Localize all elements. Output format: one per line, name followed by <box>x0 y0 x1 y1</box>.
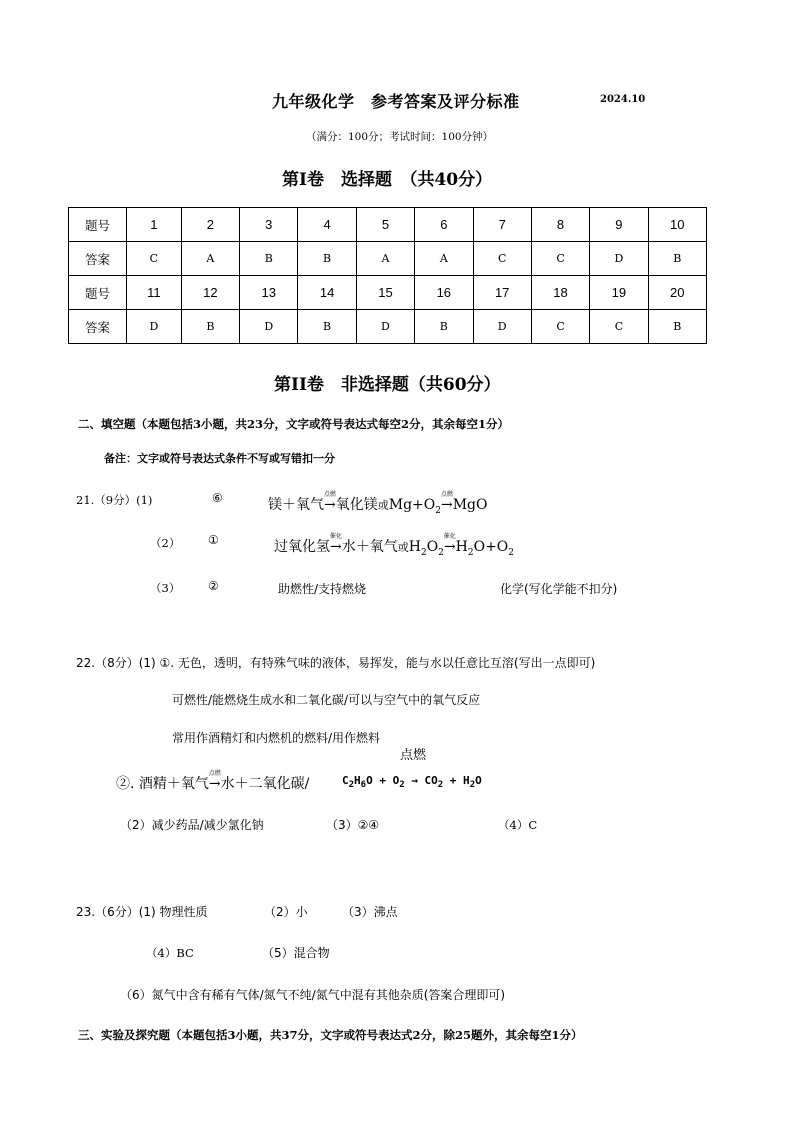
table-cell: B <box>298 242 356 276</box>
table-cell: A <box>415 242 473 276</box>
table-cell: 18 <box>531 276 589 310</box>
q22-equation-symbol: $C_2H_6O + O_2 \to CO_2 + H_2O$ <box>342 774 482 791</box>
q21-label: 21.（9分）(1) <box>76 493 153 507</box>
table-cell: 4 <box>298 208 356 242</box>
table-cell: B <box>415 310 473 344</box>
q23-line-1: 23.（6分）(1) 物理性质 <box>76 905 208 919</box>
q22-answer-3: （3）②④ <box>326 818 380 832</box>
q22-line-3: 常用作酒精灯和内燃机的燃料/用作燃料 <box>172 731 381 745</box>
table-cell: 16 <box>415 276 473 310</box>
table-cell: 19 <box>590 276 648 310</box>
table-cell: C <box>473 242 531 276</box>
q22-answer-2: （2）减少药品/减少氯化钠 <box>120 818 264 832</box>
table-cell: D <box>356 310 414 344</box>
table-cell: C <box>127 242 182 276</box>
table-cell: D <box>127 310 182 344</box>
answer-table <box>68 207 707 344</box>
table-cell: 11 <box>127 276 182 310</box>
row-header: 题号 <box>69 276 127 310</box>
q21-answer-3: ② <box>208 579 219 593</box>
table-cell: 2 <box>181 208 239 242</box>
q21-answer-1: ⑥ <box>212 491 223 505</box>
q23-answer-4: （4）BC <box>146 946 194 960</box>
table-cell: 9 <box>590 208 648 242</box>
row-header: 答案 <box>69 310 127 344</box>
q23-answer-6: （6）氮气中含有稀有气体/氮气不纯/氮气中混有其他杂质(答案合理即可) <box>120 988 506 1002</box>
table-cell: D <box>473 310 531 344</box>
table-row <box>69 276 707 310</box>
q21-label-2: （2） <box>150 536 181 550</box>
q21-change: 化学(写化学能不扣分) <box>500 582 618 596</box>
q22-ignite-label: 点燃 <box>400 748 427 763</box>
q22-line-1: 22.（8分）(1) ①. 无色，透明，有特殊气味的液体，易挥发，能与水以任意比互溶(写出一点即可) <box>76 656 596 670</box>
section-1-title: 第Ⅰ卷 选择题 （共40分） <box>282 170 493 190</box>
q22-equation-word: ②. 酒精＋氧气→ 点燃 水＋二氧化碳/ <box>116 770 310 792</box>
table-cell: 3 <box>240 208 298 242</box>
row-header: 题号 <box>69 208 127 242</box>
table-cell: B <box>181 310 239 344</box>
part-2-title: 二、填空题（本题包括3小题，共23分，文字或符号表达式每空2分，其余每空1分） <box>78 417 510 431</box>
table-cell: 14 <box>298 276 356 310</box>
table-row <box>69 208 707 242</box>
part-3-title: 三、实验及探究题（本题包括3小题，共37分，文字或符号表达式2分，除25题外，其余每空1分） <box>78 1028 583 1042</box>
q21-answer-2: ① <box>208 533 219 547</box>
table-cell: C <box>531 242 589 276</box>
q22-answer-4: （4）C <box>498 818 538 832</box>
table-cell: 13 <box>240 276 298 310</box>
table-cell: C <box>590 310 648 344</box>
table-cell: 17 <box>473 276 531 310</box>
exam-meta: （满分：100分；考试时间：100分钟） <box>306 131 494 143</box>
q23-answer-5: （5）混合物 <box>262 946 330 960</box>
table-row <box>69 242 707 276</box>
document-title: 九年级化学 参考答案及评分标准 <box>272 92 520 111</box>
section-2-title: 第II卷 非选择题（共60分） <box>274 375 501 395</box>
table-cell: A <box>181 242 239 276</box>
table-cell: 6 <box>415 208 473 242</box>
table-cell: D <box>240 310 298 344</box>
table-cell: B <box>298 310 356 344</box>
table-cell: 7 <box>473 208 531 242</box>
q23-answer-2: （2）小 <box>264 905 308 919</box>
q21-equation-1: 镁＋氧气→ 点燃 氧化镁或$Mg+O_2\to$ 点燃 MgO <box>268 491 488 516</box>
table-cell: C <box>531 310 589 344</box>
document-date: 2024.10 <box>600 94 646 105</box>
table-cell: B <box>240 242 298 276</box>
q21-equation-2: 过氧化氢→ 催化 水＋氧气或$H_2O_2\to$ 催化 $H_2O+O_2$ <box>274 533 515 558</box>
table-cell: 1 <box>127 208 182 242</box>
table-cell: 8 <box>531 208 589 242</box>
q22-line-2: 可燃性/能燃烧生成水和二氧化碳/可以与空气中的氧气反应 <box>172 693 481 707</box>
table-cell: 12 <box>181 276 239 310</box>
table-cell: A <box>356 242 414 276</box>
table-cell: 5 <box>356 208 414 242</box>
q21-label-3: （3） <box>150 581 181 595</box>
row-header: 答案 <box>69 242 127 276</box>
table-cell: 20 <box>648 276 706 310</box>
table-row <box>69 310 707 344</box>
table-cell: 10 <box>648 208 706 242</box>
table-cell: 15 <box>356 276 414 310</box>
q23-answer-3: （3）沸点 <box>342 905 398 919</box>
q21-property: 助燃性/支持燃烧 <box>278 582 367 596</box>
table-cell: D <box>590 242 648 276</box>
table-cell: B <box>648 242 706 276</box>
table-cell: B <box>648 310 706 344</box>
part-2-note: 备注：文字或符号表达式条件不写或写错扣一分 <box>104 452 335 465</box>
